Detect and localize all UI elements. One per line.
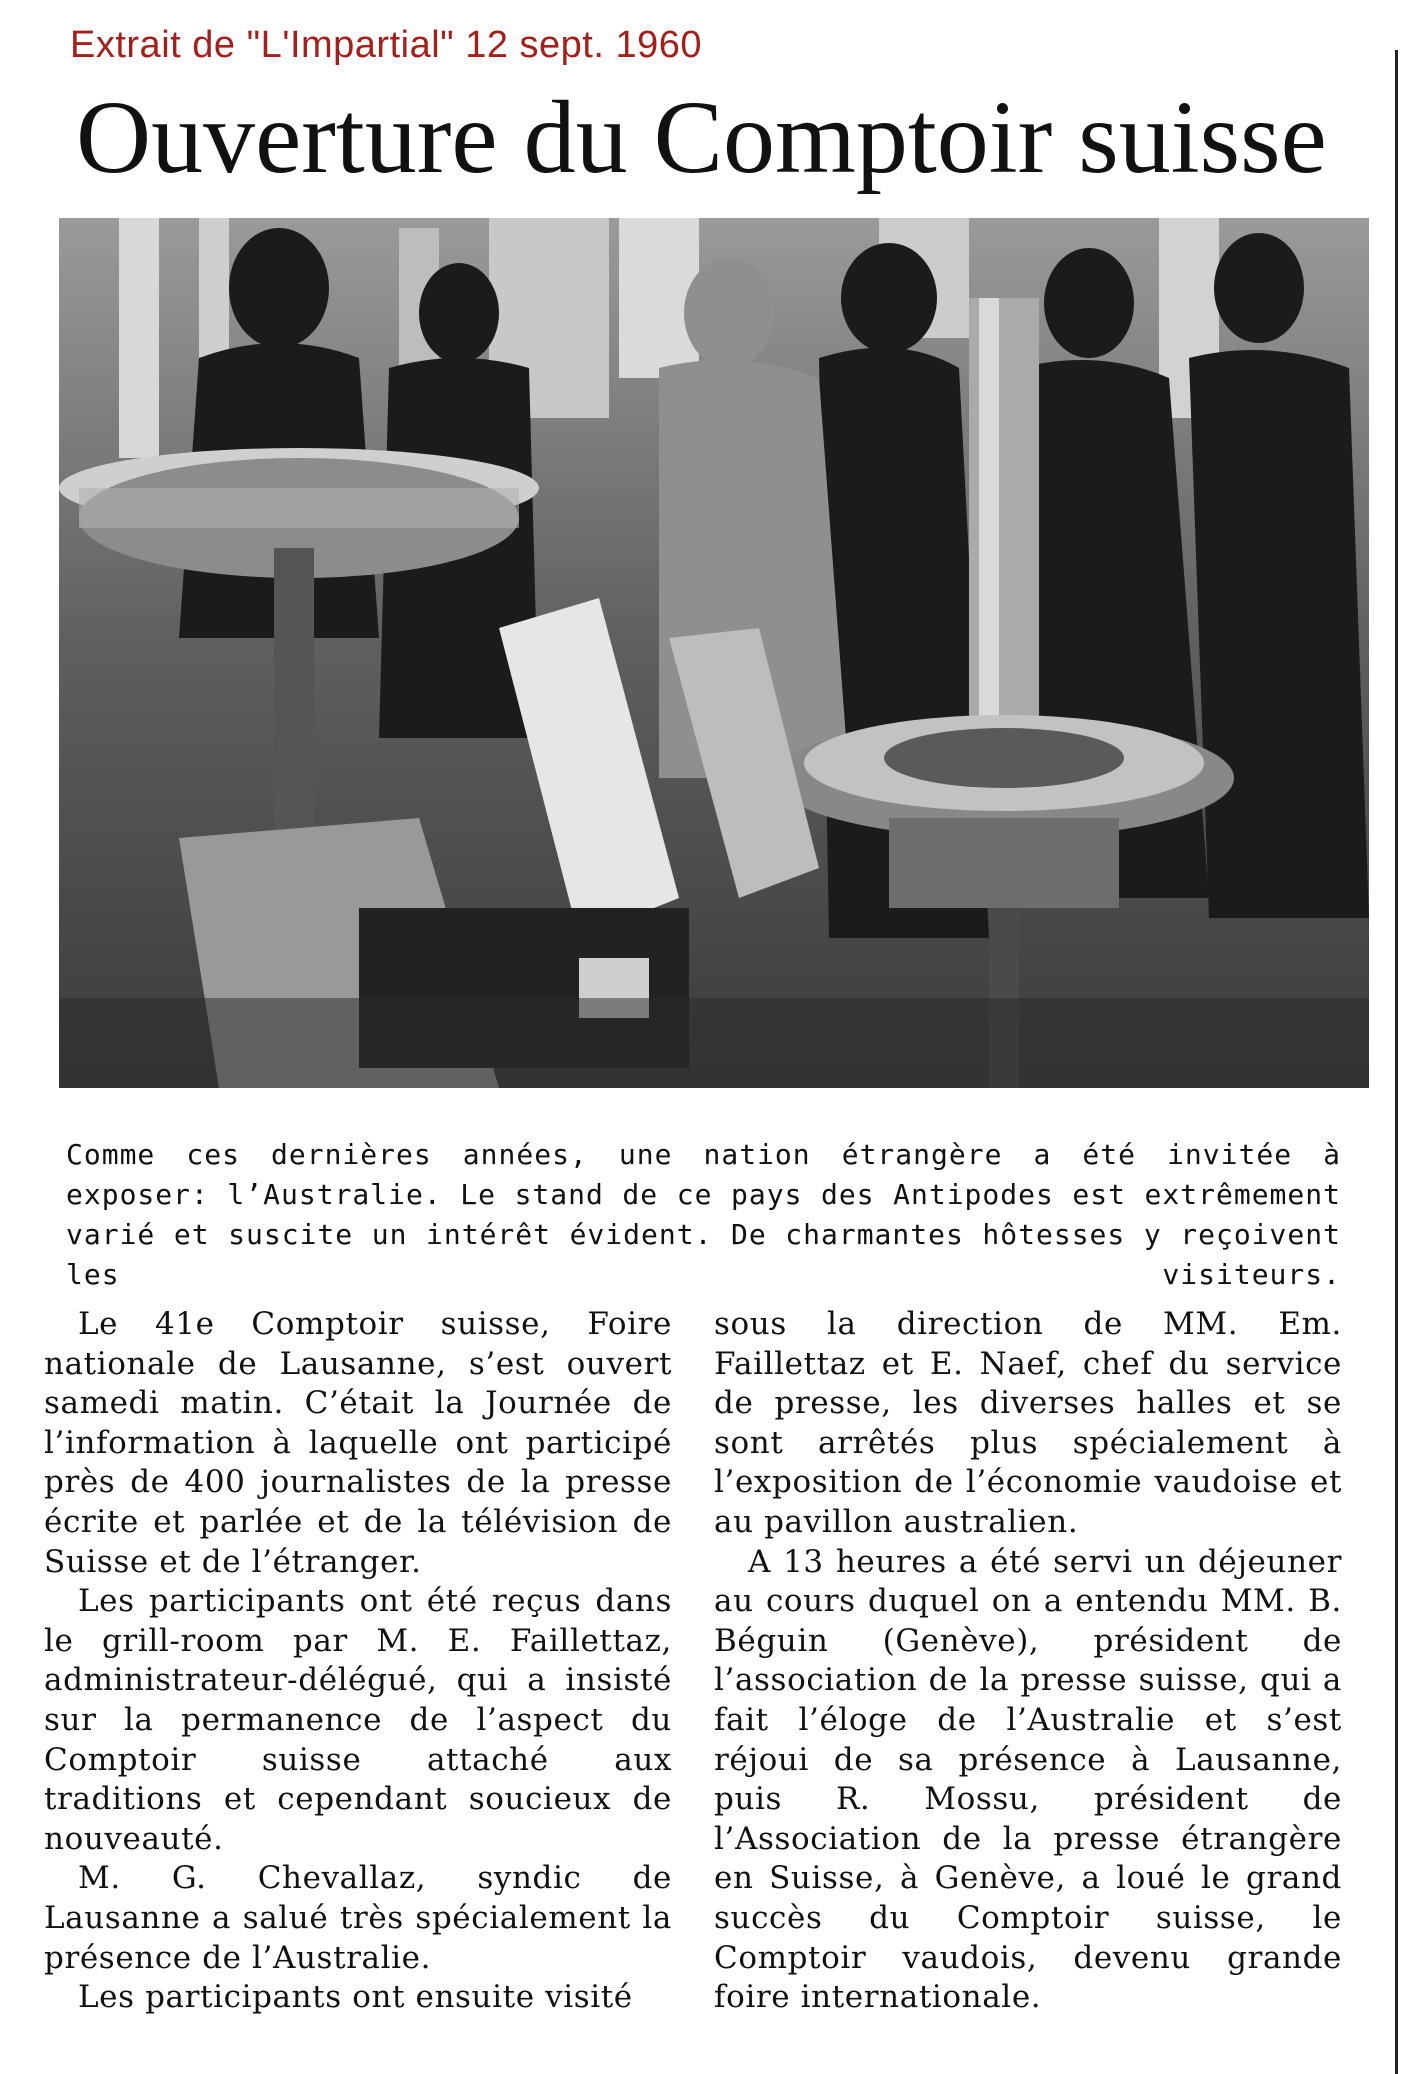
news-photo — [59, 218, 1369, 1088]
article-paragraph: M. G. Chevallaz, syndic de Lausanne a salué très spécialement la présence de l’Australie. — [44, 1860, 672, 1976]
source-line: Extrait de "L'Impartial" 12 sept. 1960 — [70, 24, 703, 66]
caption-text: Comme ces dernières années, une nation étrangère a été invitée à exposer: l’Australie. Le stand de ce pays des Antipodes est extrêmement varié et suscite un intérêt évident. De charmantes hôtesses y reçoivent les visiteurs. — [66, 1138, 1341, 1291]
article-paragraph: Le 41e Comptoir suisse, Foire nationale de Lausanne, s’est ouvert samedi matin. C’était la Journée de l’information à laquelle ont participé près de 400 journalistes de la presse écrite et parlée et de la télévision de Suisse et de l’étranger. — [44, 1306, 672, 1580]
article-left-column — [44, 1305, 672, 2018]
article-paragraph: A 13 heures a été servi un déjeuner au cours duquel on a entendu MM. B. Béguin (Genève), président de l’association de la presse suisse, qui a fait l’éloge de l’Australie et s’est réjoui de sa présence à Lausanne, puis R. Mossu, président de l’Association de la presse étrangère en Suisse, à Genève, a loué le grand succès du Comptoir suisse, le Comptoir vaudois, devenu grande foire internationale. — [714, 1543, 1342, 2016]
article-paragraph: Les participants ont été reçus dans le grill-room par M. E. Faillettaz, administrateur-délégué, qui a insisté sur la permanence de l’aspect du Comptoir suisse attaché aux traditions et cependant soucieux de nouveauté. — [44, 1583, 672, 1857]
photo-caption — [66, 1135, 1341, 1295]
photo-illustration — [59, 218, 1369, 1088]
article-paragraph: sous la direction de MM. Em. Faillettaz et E. Naef, chef du service de presse, les diverses halles et se sont arrêtés plus spécialement à l’exposition de l’économie vaudoise et au pavillon australien. — [714, 1306, 1342, 1540]
article-paragraph: Les participants ont ensuite visité — [78, 1979, 633, 2016]
column-rule — [1395, 50, 1398, 2074]
headline: Ouverture du Comptoir suisse — [76, 80, 1327, 195]
article-right-column — [714, 1305, 1342, 2018]
